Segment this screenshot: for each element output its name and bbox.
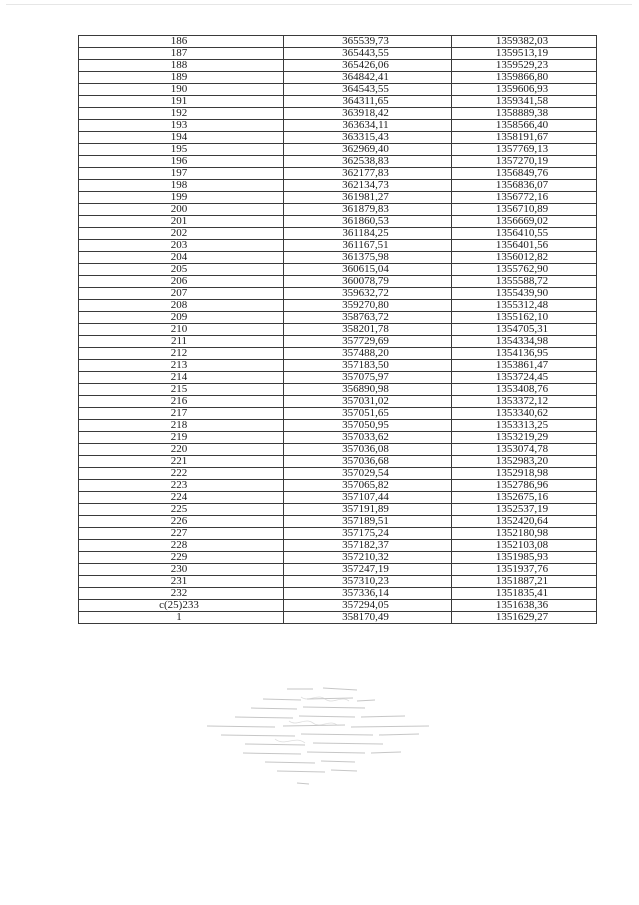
table-row	[79, 312, 597, 324]
x-coordinate-cell: 357310,23	[284, 576, 452, 588]
y-coordinate-cell: 1357769,13	[452, 144, 597, 156]
y-coordinate-cell: 1355439,90	[452, 288, 597, 300]
table-row	[79, 84, 597, 96]
point-number-cell: 212	[79, 348, 284, 360]
y-coordinate-cell: 1352103,08	[452, 540, 597, 552]
x-coordinate-cell: 357183,50	[284, 360, 452, 372]
point-number-cell: 228	[79, 540, 284, 552]
table-row	[79, 360, 597, 372]
y-coordinate-cell: 1351638,36	[452, 600, 597, 612]
y-coordinate-cell: 1353340,62	[452, 408, 597, 420]
x-coordinate-cell: 359632,72	[284, 288, 452, 300]
y-coordinate-cell: 1358566,40	[452, 120, 597, 132]
y-coordinate-cell: 1354705,31	[452, 324, 597, 336]
table-row	[79, 120, 597, 132]
y-coordinate-cell: 1353861,47	[452, 360, 597, 372]
table-row	[79, 168, 597, 180]
y-coordinate-cell: 1357270,19	[452, 156, 597, 168]
table-row	[79, 132, 597, 144]
point-number-cell: 203	[79, 240, 284, 252]
x-coordinate-cell: 357051,65	[284, 408, 452, 420]
y-coordinate-cell: 1359606,93	[452, 84, 597, 96]
table-row	[79, 336, 597, 348]
x-coordinate-cell: 357075,97	[284, 372, 452, 384]
y-coordinate-cell: 1351835,41	[452, 588, 597, 600]
point-number-cell: 230	[79, 564, 284, 576]
x-coordinate-cell: 359270,80	[284, 300, 452, 312]
table-row	[79, 264, 597, 276]
x-coordinate-cell: 357036,68	[284, 456, 452, 468]
x-coordinate-cell: 357036,08	[284, 444, 452, 456]
page-top-rule	[6, 4, 632, 5]
table-row	[79, 144, 597, 156]
table-row	[79, 516, 597, 528]
x-coordinate-cell: 357182,37	[284, 540, 452, 552]
point-number-cell: 209	[79, 312, 284, 324]
x-coordinate-cell: 357488,20	[284, 348, 452, 360]
x-coordinate-cell: 357065,82	[284, 480, 452, 492]
x-coordinate-cell: 363918,42	[284, 108, 452, 120]
point-number-cell: 197	[79, 168, 284, 180]
y-coordinate-cell: 1354334,98	[452, 336, 597, 348]
y-coordinate-cell: 1358889,38	[452, 108, 597, 120]
x-coordinate-cell: 362177,83	[284, 168, 452, 180]
y-coordinate-cell: 1355588,72	[452, 276, 597, 288]
x-coordinate-cell: 357336,14	[284, 588, 452, 600]
x-coordinate-cell: 357294,05	[284, 600, 452, 612]
point-number-cell: 205	[79, 264, 284, 276]
x-coordinate-cell: 364842,41	[284, 72, 452, 84]
x-coordinate-cell: 362134,73	[284, 180, 452, 192]
table-row	[79, 468, 597, 480]
faded-stamp-icon	[205, 677, 435, 795]
point-number-cell: 219	[79, 432, 284, 444]
table-row	[79, 252, 597, 264]
y-coordinate-cell: 1353219,29	[452, 432, 597, 444]
point-number-cell: 216	[79, 396, 284, 408]
table-row	[79, 180, 597, 192]
table-row	[79, 456, 597, 468]
point-number-cell: 206	[79, 276, 284, 288]
table-row	[79, 504, 597, 516]
table-row	[79, 444, 597, 456]
point-number-cell: 211	[79, 336, 284, 348]
y-coordinate-cell: 1356669,02	[452, 216, 597, 228]
y-coordinate-cell: 1355312,48	[452, 300, 597, 312]
y-coordinate-cell: 1352675,16	[452, 492, 597, 504]
coordinates-table	[78, 35, 597, 624]
point-number-cell: 1	[79, 612, 284, 624]
point-number-cell: 199	[79, 192, 284, 204]
point-number-cell: 193	[79, 120, 284, 132]
y-coordinate-cell: 1353313,25	[452, 420, 597, 432]
y-coordinate-cell: 1353408,76	[452, 384, 597, 396]
y-coordinate-cell: 1356012,82	[452, 252, 597, 264]
point-number-cell: 191	[79, 96, 284, 108]
x-coordinate-cell: 361184,25	[284, 228, 452, 240]
table-row	[79, 240, 597, 252]
x-coordinate-cell: 360615,04	[284, 264, 452, 276]
point-number-cell: 189	[79, 72, 284, 84]
x-coordinate-cell: 360078,79	[284, 276, 452, 288]
table-row	[79, 576, 597, 588]
y-coordinate-cell: 1359382,03	[452, 36, 597, 48]
x-coordinate-cell: 358763,72	[284, 312, 452, 324]
x-coordinate-cell: 357189,51	[284, 516, 452, 528]
x-coordinate-cell: 362538,83	[284, 156, 452, 168]
y-coordinate-cell: 1352918,98	[452, 468, 597, 480]
table-row	[79, 96, 597, 108]
point-number-cell: 224	[79, 492, 284, 504]
x-coordinate-cell: 357029,54	[284, 468, 452, 480]
y-coordinate-cell: 1358191,67	[452, 132, 597, 144]
y-coordinate-cell: 1356772,16	[452, 192, 597, 204]
y-coordinate-cell: 1356710,89	[452, 204, 597, 216]
y-coordinate-cell: 1352786,96	[452, 480, 597, 492]
point-number-cell: 188	[79, 60, 284, 72]
table-row	[79, 408, 597, 420]
table-row	[79, 348, 597, 360]
x-coordinate-cell: 357247,19	[284, 564, 452, 576]
y-coordinate-cell: 1351937,76	[452, 564, 597, 576]
point-number-cell: 196	[79, 156, 284, 168]
table-row	[79, 192, 597, 204]
table-row	[79, 588, 597, 600]
point-number-cell: 231	[79, 576, 284, 588]
x-coordinate-cell: 363315,43	[284, 132, 452, 144]
point-number-cell: 207	[79, 288, 284, 300]
y-coordinate-cell: 1352983,20	[452, 456, 597, 468]
x-coordinate-cell: 358170,49	[284, 612, 452, 624]
y-coordinate-cell: 1351985,93	[452, 552, 597, 564]
point-number-cell: 208	[79, 300, 284, 312]
table-row	[79, 216, 597, 228]
point-number-cell: 190	[79, 84, 284, 96]
y-coordinate-cell: 1351629,27	[452, 612, 597, 624]
point-number-cell: c(25)233	[79, 600, 284, 612]
table-row	[79, 60, 597, 72]
x-coordinate-cell: 361167,51	[284, 240, 452, 252]
table-row	[79, 528, 597, 540]
table-row	[79, 228, 597, 240]
table-row	[79, 384, 597, 396]
x-coordinate-cell: 357191,89	[284, 504, 452, 516]
coordinates-table-body	[79, 36, 597, 624]
point-number-cell: 201	[79, 216, 284, 228]
x-coordinate-cell: 357729,69	[284, 336, 452, 348]
point-number-cell: 229	[79, 552, 284, 564]
table-row	[79, 324, 597, 336]
x-coordinate-cell: 357107,44	[284, 492, 452, 504]
y-coordinate-cell: 1353074,78	[452, 444, 597, 456]
point-number-cell: 218	[79, 420, 284, 432]
x-coordinate-cell: 361860,53	[284, 216, 452, 228]
point-number-cell: 192	[79, 108, 284, 120]
table-row	[79, 420, 597, 432]
table-row	[79, 300, 597, 312]
point-number-cell: 213	[79, 360, 284, 372]
x-coordinate-cell: 357033,62	[284, 432, 452, 444]
point-number-cell: 226	[79, 516, 284, 528]
point-number-cell: 220	[79, 444, 284, 456]
table-row	[79, 276, 597, 288]
table-row	[79, 432, 597, 444]
point-number-cell: 204	[79, 252, 284, 264]
table-row	[79, 48, 597, 60]
y-coordinate-cell: 1356410,55	[452, 228, 597, 240]
x-coordinate-cell: 365443,55	[284, 48, 452, 60]
y-coordinate-cell: 1352537,19	[452, 504, 597, 516]
point-number-cell: 214	[79, 372, 284, 384]
x-coordinate-cell: 357210,32	[284, 552, 452, 564]
y-coordinate-cell: 1355762,90	[452, 264, 597, 276]
point-number-cell: 195	[79, 144, 284, 156]
point-number-cell: 225	[79, 504, 284, 516]
y-coordinate-cell: 1352180,98	[452, 528, 597, 540]
point-number-cell: 186	[79, 36, 284, 48]
y-coordinate-cell: 1356401,56	[452, 240, 597, 252]
x-coordinate-cell: 358201,78	[284, 324, 452, 336]
point-number-cell: 200	[79, 204, 284, 216]
x-coordinate-cell: 357175,24	[284, 528, 452, 540]
table-row	[79, 108, 597, 120]
x-coordinate-cell: 361375,98	[284, 252, 452, 264]
x-coordinate-cell: 364543,55	[284, 84, 452, 96]
table-row	[79, 552, 597, 564]
table-row	[79, 372, 597, 384]
point-number-cell: 198	[79, 180, 284, 192]
point-number-cell: 227	[79, 528, 284, 540]
y-coordinate-cell: 1359513,19	[452, 48, 597, 60]
y-coordinate-cell: 1359866,80	[452, 72, 597, 84]
point-number-cell: 215	[79, 384, 284, 396]
y-coordinate-cell: 1356849,76	[452, 168, 597, 180]
y-coordinate-cell: 1353724,45	[452, 372, 597, 384]
point-number-cell: 217	[79, 408, 284, 420]
table-row	[79, 564, 597, 576]
x-coordinate-cell: 357031,02	[284, 396, 452, 408]
point-number-cell: 223	[79, 480, 284, 492]
table-row	[79, 540, 597, 552]
y-coordinate-cell: 1352420,64	[452, 516, 597, 528]
x-coordinate-cell: 362969,40	[284, 144, 452, 156]
x-coordinate-cell: 356890,98	[284, 384, 452, 396]
x-coordinate-cell: 361879,83	[284, 204, 452, 216]
table-row	[79, 204, 597, 216]
table-row	[79, 72, 597, 84]
point-number-cell: 187	[79, 48, 284, 60]
point-number-cell: 210	[79, 324, 284, 336]
y-coordinate-cell: 1354136,95	[452, 348, 597, 360]
y-coordinate-cell: 1359529,23	[452, 60, 597, 72]
table-row	[79, 600, 597, 612]
table-row	[79, 396, 597, 408]
table-row	[79, 612, 597, 624]
point-number-cell: 221	[79, 456, 284, 468]
table-row	[79, 480, 597, 492]
table-row	[79, 36, 597, 48]
x-coordinate-cell: 365426,06	[284, 60, 452, 72]
y-coordinate-cell: 1351887,21	[452, 576, 597, 588]
point-number-cell: 232	[79, 588, 284, 600]
x-coordinate-cell: 357050,95	[284, 420, 452, 432]
table-row	[79, 492, 597, 504]
stamp-graphic	[205, 677, 435, 795]
point-number-cell: 202	[79, 228, 284, 240]
y-coordinate-cell: 1359341,58	[452, 96, 597, 108]
y-coordinate-cell: 1356836,07	[452, 180, 597, 192]
x-coordinate-cell: 361981,27	[284, 192, 452, 204]
x-coordinate-cell: 363634,11	[284, 120, 452, 132]
x-coordinate-cell: 365539,73	[284, 36, 452, 48]
table-row	[79, 156, 597, 168]
point-number-cell: 222	[79, 468, 284, 480]
table-row	[79, 288, 597, 300]
y-coordinate-cell: 1353372,12	[452, 396, 597, 408]
y-coordinate-cell: 1355162,10	[452, 312, 597, 324]
x-coordinate-cell: 364311,65	[284, 96, 452, 108]
point-number-cell: 194	[79, 132, 284, 144]
